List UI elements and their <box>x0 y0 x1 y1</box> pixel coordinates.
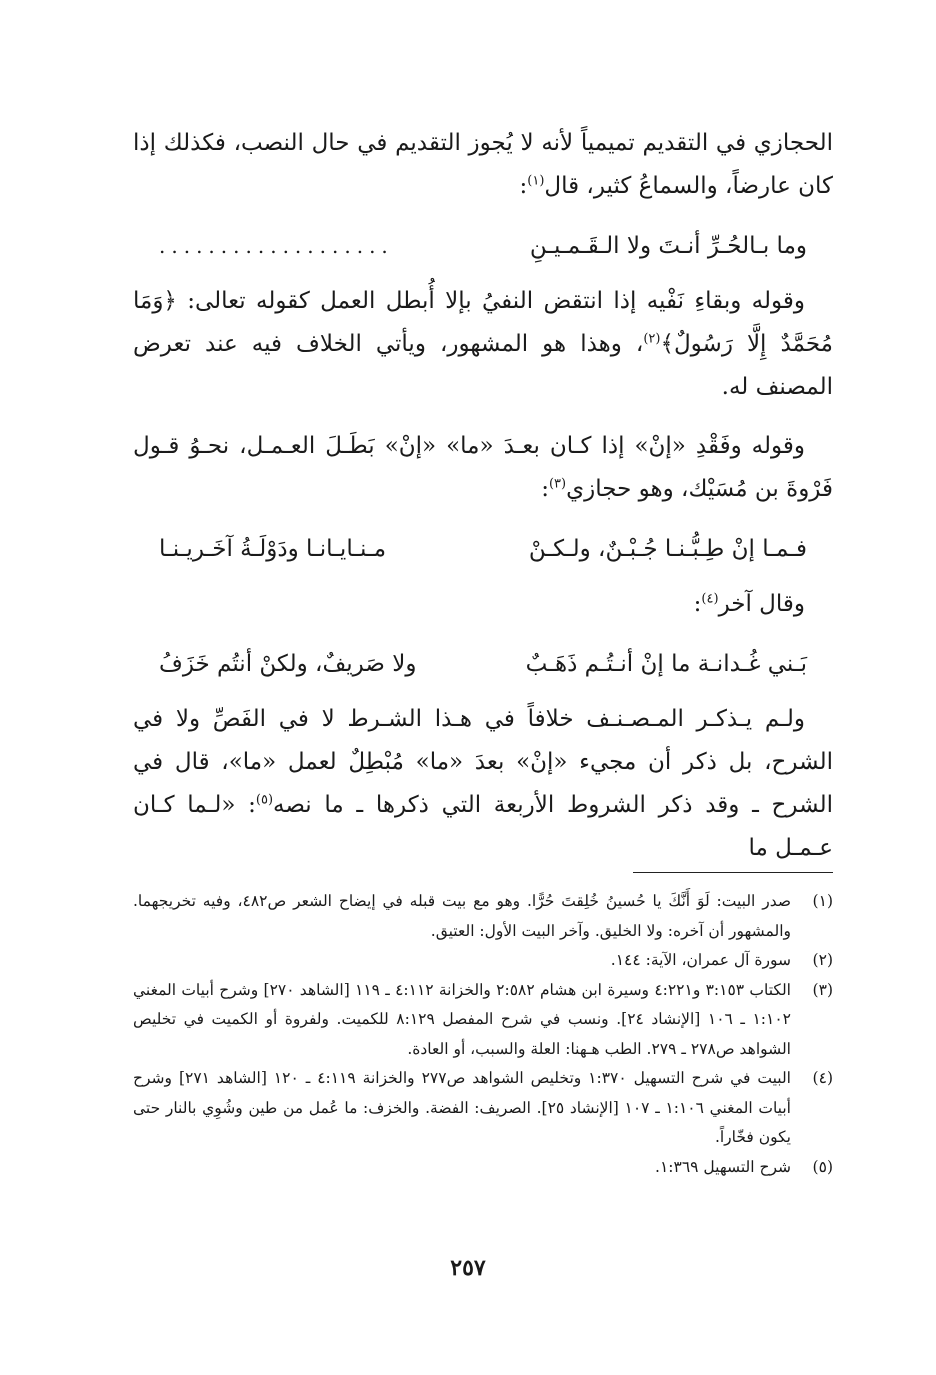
footnote-separator <box>633 872 833 873</box>
paragraph-text: وقال آخر <box>718 591 805 617</box>
paragraph-text: : <box>693 591 702 617</box>
paragraph-text: الحجازي في التقديم تميمياً لأنه لا يُجوز التقديم في حال النصب، فكذلك إذا كان عارضاً، والسماعُ كثير، قال <box>133 130 833 199</box>
poem-verse <box>133 529 833 569</box>
paragraph-text: : «لـما كـان عـمـل ما <box>133 792 833 861</box>
footnote <box>133 1064 833 1153</box>
paragraph-text: وقوله وفَقْدِ «إنْ» إذا كـان بعـدَ «ما» «إنْ» بَطَـلَ العـمـل، نحـوُ قـول فَرْوةَ بن مُسَيْك، وهو حجازي <box>133 433 833 502</box>
main-text <box>133 122 833 870</box>
verse-second-hemistich: ولا صَريفٌ، ولكنْ أنتُم خَزَفُ <box>159 651 417 677</box>
paragraph <box>133 583 833 626</box>
verse-second-hemistich: مـنـايـانـا ودَوْلَـةُ آخَـريـنـا <box>159 536 387 562</box>
verse-first-hemistich: بَـني غُـدانـة ما إنْ أنـتُـم ذَهَـبٌ <box>525 651 807 677</box>
footnote <box>133 887 833 946</box>
paragraph-text: ، وهذا هو المشهور، ويأتي الخلاف فيه عند تعرض المصنف له. <box>133 331 833 400</box>
footnote-ref: (٤) <box>701 591 719 607</box>
footnote-ref: (٥) <box>255 792 274 808</box>
paragraph-text: ولـم يـذكـر المـصـنـف خلافاً في هـذا الشـرط لا في الفَصِّ ولا في الشرح، بل ذكر أن مجيء «إنْ» بعدَ «ما» مُبْطِلٌ لعمل «ما»، قال في الشرح ـ وقد ذكر الشروط الأربعة التي ذكرها ـ ما نصه <box>133 706 833 818</box>
footnote-number: (٣) <box>812 980 833 999</box>
footnote <box>133 1153 833 1183</box>
footnote-ref: (١) <box>527 173 545 189</box>
footnote-text: شرح التسهيل ١:٣٦٩. <box>655 1157 791 1176</box>
paragraph-text: : <box>541 476 549 502</box>
footnote-text: صدر البيت: لَوَ أَنَّكَ يا حُسينُ خُلِقتَ حُرًّا. وهو مع بيت قبله في إيضاح الشعر ص٤٨٢، وفيه تخريجهما. والمشهور أن آخره: ولا الخليق. وآخر البيت الأول: العتيق. <box>133 892 791 940</box>
footnotes <box>133 887 833 1182</box>
footnote-ref: (٢) <box>643 331 661 347</box>
footnote <box>133 946 833 976</box>
page-number: ٢٥٧ <box>450 1255 486 1281</box>
footnote-number: (٢) <box>812 951 833 969</box>
footnote-number: (١) <box>812 892 833 910</box>
paragraph <box>133 698 833 870</box>
footnote-text: سورة آل عمران، الآية: ١٤٤. <box>610 951 791 969</box>
footnote <box>133 976 833 1065</box>
verse-first-hemistich: وما بـالحُـرِّ أنـتَ ولا الـقَـمـيـنِ <box>529 233 807 259</box>
paragraph <box>133 280 833 409</box>
paragraph <box>133 425 833 511</box>
paragraph-text: : <box>519 173 528 199</box>
paragraph-text: وقوله وبقاءِ نَفْيه إذا انتقض النفيُ بإلا أُبطل العمل كقوله تعالى: ﴿وَمَا مُحَمَّدٌ إِلَّا رَسُولٌ﴾ <box>133 288 833 357</box>
footnote-ref: (٣) <box>548 476 567 492</box>
poem-verse <box>133 226 833 266</box>
footnote-number: (٥) <box>812 1157 833 1176</box>
verse-omitted-hemistich: ................... <box>159 234 394 258</box>
footnote-number: (٤) <box>812 1069 833 1087</box>
poem-verse <box>133 644 833 684</box>
footnote-text: البيت في شرح التسهيل ١:٣٧٠ وتخليص الشواهد ص٢٧٧ والخزانة ٤:١١٩ ـ ١٢٠ [الشاهد ٢٧١] وشرح أبيات المغني ١:١٠٦ ـ ١٠٧ [الإنشاد ٢٥]. الصريف: الفضة. والخزف: ما عُمل من طين وشُوِي بالنار حتى يكون فخّاراً. <box>133 1069 791 1146</box>
verse-first-hemistich: فـمـا إنْ طِـبُّـنـا جُـبْـنٌ، ولـكـنْ <box>528 536 807 562</box>
paragraph <box>133 122 833 208</box>
footnote-text: الكتاب ٣:١٥٣ و٤:٢٢١ وسيرة ابن هشام ٢:٥٨٢ والخزانة ٤:١١٢ ـ ١١٩ [الشاهد ٢٧٠] وشرح أبيات المغني ١:١٠٢ ـ ١٠٦ [الإنشاد ٢٤]. ونسب في شرح المفصل ٨:١٢٩ للكميت. ولفروة أو الكميت في تخليص الشواهد ص٢٧٨ ـ ٢٧٩. الطب هـهنا: العلة والسبب، أو العادة. <box>133 980 791 1058</box>
